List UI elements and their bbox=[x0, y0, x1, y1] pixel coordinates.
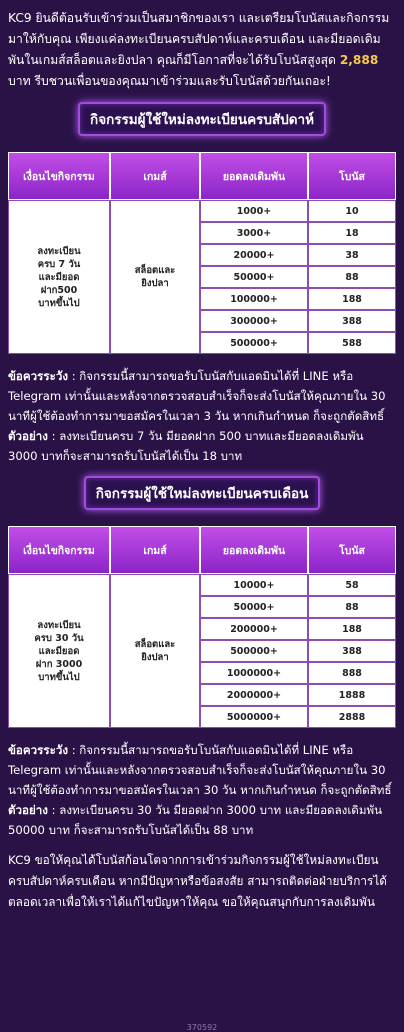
weekly-title-wrap bbox=[8, 102, 396, 136]
deposit-cell: 500000+ bbox=[200, 640, 308, 662]
caution-label: ข้อควรระวัง bbox=[8, 369, 69, 383]
monthly-example bbox=[8, 800, 396, 840]
example-label: ตัวอย่าง bbox=[8, 803, 48, 817]
weekly-caution bbox=[8, 366, 396, 426]
weekly-notes bbox=[8, 366, 396, 466]
bonus-cell: 588 bbox=[308, 332, 396, 354]
deposit-cell: 1000000+ bbox=[200, 662, 308, 684]
condition-line: ครบ 7 วัน bbox=[37, 258, 81, 270]
example-label: ตัวอย่าง bbox=[8, 429, 48, 443]
deposit-cell: 50000+ bbox=[200, 596, 308, 618]
bonus-cell: 2888 bbox=[308, 706, 396, 728]
intro-text: KC9 ยินดีต้อนรับเข้าร่วมเป็นสมาชิกของเรา และเตรียมโบนัสและกิจกรรมมาให้กับคุณ เพียงแค่ลงทะเบียนครบสัปดาห์และครบเดือน และมียอดเดิมพันในเกมส์สล็อตและยิงปลา คุณก็มีโอกาสที่จะได้รับโบนัสสูงสุด bbox=[8, 11, 390, 67]
condition-cell bbox=[8, 200, 110, 354]
table-header-row bbox=[8, 152, 396, 200]
header-game: เกมส์ bbox=[110, 526, 200, 574]
bonus-cell: 388 bbox=[308, 310, 396, 332]
condition-line: ฝาก 3000 bbox=[35, 658, 83, 670]
header-game: เกมส์ bbox=[110, 152, 200, 200]
monthly-reward-table bbox=[8, 526, 396, 728]
bonus-cell: 388 bbox=[308, 640, 396, 662]
condition-line: บาทขึ้นไป bbox=[38, 297, 80, 309]
table-row bbox=[8, 200, 396, 222]
deposit-cell: 2000000+ bbox=[200, 684, 308, 706]
example-text: : ลงทะเบียนครบ 30 วัน มียอดฝาก 3000 บาท และมียอดลงเดิมพัน 50000 บาท ก็จะสามารถรับโบนัสได้เป็น 88 บาท bbox=[8, 803, 383, 837]
deposit-cell: 20000+ bbox=[200, 244, 308, 266]
table-header-row bbox=[8, 526, 396, 574]
deposit-cell: 100000+ bbox=[200, 288, 308, 310]
condition-line: ลงทะเบียน bbox=[37, 245, 81, 257]
header-deposit: ยอดลงเดิมพัน bbox=[200, 526, 308, 574]
intro-paragraph bbox=[8, 8, 396, 92]
game-line: สล็อตและ bbox=[134, 639, 176, 650]
condition-line: ครบ 30 วัน bbox=[34, 632, 84, 644]
bonus-cell: 88 bbox=[308, 596, 396, 618]
game-line: ยิงปลา bbox=[141, 278, 169, 289]
caution-text: : กิจกรรมนี้สามารถขอรับโบนัสกับแอดมินได้ที่ LINE หรือ Telegram เท่านั้นและหลังจากตรวจสอบสำเร็จก็จะส่งโบนัสให้คุณภายใน 30 นาทีผู้ใช้ต้องทำการมาขอสมัครในเวลา 30 วัน หากเกินกำหนด ก็จะถูกตัดสิทธิ์ bbox=[8, 743, 392, 797]
weekly-section-title: กิจกรรมผู้ใช้ใหม่ลงทะเบียนครบสัปดาห์ bbox=[78, 102, 326, 136]
condition-line: บาทขึ้นไป bbox=[38, 671, 80, 683]
header-bonus: โบนัส bbox=[308, 526, 396, 574]
header-bonus: โบนัส bbox=[308, 152, 396, 200]
weekly-reward-table bbox=[8, 152, 396, 354]
caution-label: ข้อควรระวัง bbox=[8, 743, 69, 757]
intro-text-end: บาท รีบชวนเพื่อนของคุณมาเข้าร่วมและรับโบนัสด้วยกันเถอะ! bbox=[8, 74, 331, 88]
bonus-cell: 10 bbox=[308, 200, 396, 222]
max-bonus-amount: 2,888 bbox=[339, 53, 379, 67]
game-cell bbox=[110, 574, 200, 728]
bonus-cell: 38 bbox=[308, 244, 396, 266]
deposit-cell: 300000+ bbox=[200, 310, 308, 332]
condition-line: ลงทะเบียน bbox=[37, 619, 81, 631]
bonus-cell: 188 bbox=[308, 618, 396, 640]
monthly-notes bbox=[8, 740, 396, 840]
deposit-cell: 10000+ bbox=[200, 574, 308, 596]
bonus-cell: 58 bbox=[308, 574, 396, 596]
deposit-cell: 500000+ bbox=[200, 332, 308, 354]
table-row bbox=[8, 574, 396, 596]
example-text: : ลงทะเบียนครบ 7 วัน มียอดฝาก 500 บาทและมียอดลงเดิมพัน 3000 บาทก็จะสามารถรับโบนัสได้เป็น 18 บาท bbox=[8, 429, 364, 463]
deposit-cell: 50000+ bbox=[200, 266, 308, 288]
condition-line: และมียอด bbox=[38, 271, 80, 283]
monthly-title-wrap bbox=[8, 476, 396, 510]
bonus-cell: 88 bbox=[308, 266, 396, 288]
deposit-cell: 5000000+ bbox=[200, 706, 308, 728]
bonus-cell: 18 bbox=[308, 222, 396, 244]
bonus-cell: 188 bbox=[308, 288, 396, 310]
monthly-caution bbox=[8, 740, 396, 800]
header-condition: เงื่อนไขกิจกรรม bbox=[8, 526, 110, 574]
condition-line: และมียอด bbox=[38, 645, 80, 657]
bonus-cell: 888 bbox=[308, 662, 396, 684]
game-line: ยิงปลา bbox=[141, 652, 169, 663]
footer-paragraph: KC9 ขอให้คุณได้โบนัสก้อนโตจากการเข้าร่วมกิจกรรมผู้ใช้ใหม่ลงทะเบียนครบสัปดาห์ครบเดือน หากมีปัญหาหรือข้อสงสัย สามารถติดต่อฝ่ายบริการได้ตลอดเวลาเพื่อให้เราได้แก้ไขปัญหาให้คุณ ขอให้คุณสนุกกับการลงเดิมพัน bbox=[8, 853, 387, 909]
game-line: สล็อตและ bbox=[134, 265, 176, 276]
header-condition: เงื่อนไขกิจกรรม bbox=[8, 152, 110, 200]
monthly-section-title: กิจกรรมผู้ใช้ใหม่ลงทะเบียนครบเดือน bbox=[84, 476, 321, 510]
header-deposit: ยอดลงเดิมพัน bbox=[200, 152, 308, 200]
condition-line: ฝาก500 bbox=[40, 284, 78, 296]
promo-page bbox=[0, 8, 404, 1032]
caution-text: : กิจกรรมนี้สามารถขอรับโบนัสกับแอดมินได้ที่ LINE หรือ Telegram เท่านั้นและหลังจากตรวจสอบสำเร็จก็จะส่งโบนัสให้คุณภายใน 30 นาทีผู้ใช้ต้องทำการมาขอสมัครในเวลา 3 วัน หากเกินกำหนด ก็จะถูกตัดสิทธิ์ bbox=[8, 369, 386, 423]
game-cell bbox=[110, 200, 200, 354]
deposit-cell: 200000+ bbox=[200, 618, 308, 640]
bonus-cell: 1888 bbox=[308, 684, 396, 706]
condition-cell bbox=[8, 574, 110, 728]
weekly-example bbox=[8, 426, 396, 466]
image-code: 370592 bbox=[186, 1023, 218, 1032]
deposit-cell: 1000+ bbox=[200, 200, 308, 222]
deposit-cell: 3000+ bbox=[200, 222, 308, 244]
